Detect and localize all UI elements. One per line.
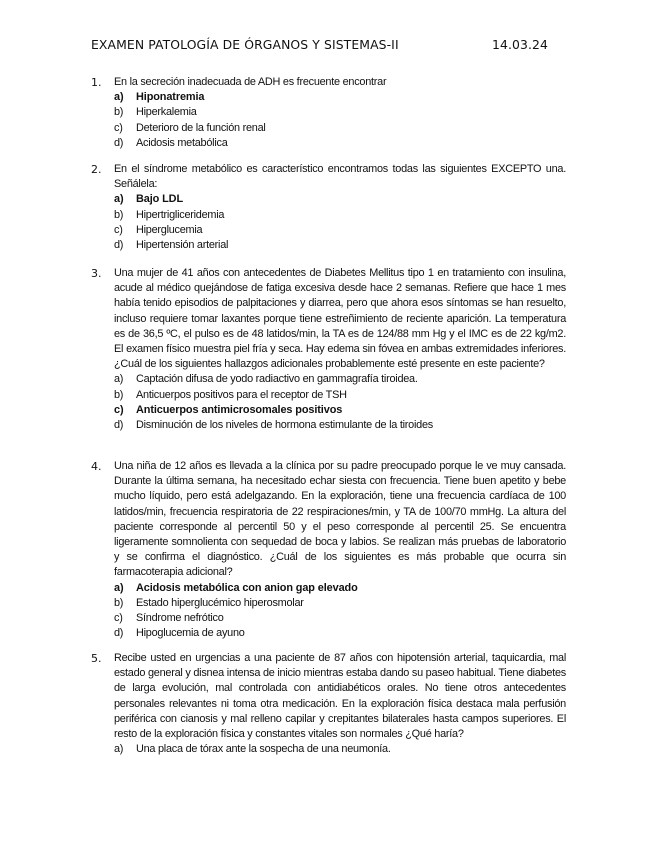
option-letter: b) (114, 596, 124, 609)
option-text: Hipoglucemia de ayuno (136, 627, 245, 640)
option-b (114, 388, 566, 403)
option-text: Síndrome nefrótico (136, 612, 224, 625)
option-d (114, 418, 566, 433)
option-d (114, 626, 566, 641)
option-letter: d) (114, 627, 124, 640)
option-b (114, 596, 566, 611)
option-text: Hipertensión arterial (136, 239, 229, 252)
option-d (114, 136, 566, 151)
option-list (114, 90, 566, 151)
option-c (114, 611, 566, 626)
option-letter: d) (114, 419, 124, 432)
option-letter: a) (114, 91, 124, 104)
option-text: Anticuerpos positivos para el receptor de TSH (136, 388, 347, 401)
option-text: Anticuerpos antimicrosomales positivos (136, 403, 343, 416)
option-a (114, 192, 566, 207)
question-number: 3. (91, 267, 102, 280)
question-2 (91, 162, 566, 253)
option-letter: a) (114, 193, 124, 206)
option-a (114, 742, 566, 757)
question-number: 1. (91, 76, 102, 89)
option-letter: b) (114, 208, 124, 221)
question-number: 4. (91, 460, 102, 473)
option-text: Hiperkalemia (136, 106, 197, 119)
question-stem: En la secreción inadecuada de ADH es frecuente encontrar (114, 76, 387, 88)
option-letter: d) (114, 136, 124, 149)
option-c (114, 403, 566, 418)
option-letter: d) (114, 239, 124, 252)
option-list (114, 372, 566, 433)
option-text: Estado hiperglucémico hiperosmolar (136, 596, 304, 609)
exam-title: EXAMEN PATOLOGÍA DE ÓRGANOS Y SISTEMAS-II (91, 37, 399, 52)
option-letter: b) (114, 106, 124, 119)
option-letter: b) (114, 388, 124, 401)
option-text: Bajo LDL (136, 193, 183, 206)
option-a (114, 90, 566, 105)
option-letter: c) (114, 403, 124, 416)
option-text: Acidosis metabólica (136, 136, 228, 149)
option-letter: c) (114, 121, 123, 134)
exam-date: 14.03.24 (492, 37, 548, 52)
option-text: Hiponatremia (136, 91, 205, 104)
question-4 (91, 459, 566, 641)
question-stem: En el síndrome metabólico es característico encontramos todas las siguientes EXCEPTO una. Señálela: (114, 163, 566, 191)
question-3 (91, 266, 566, 433)
option-text: Una placa de tórax ante la sospecha de una neumonía. (136, 743, 391, 756)
option-d (114, 238, 566, 253)
question-stem: Una niña de 12 años es llevada a la clínica por su padre preocupado porque le ve muy cansada. Durante la última semana, ha necesitado echar siesta con frecuencia. Tiene buen apetito y bebe mucho líquido, pero está adelgazando. En la exploración, tiene una frecuencia cardíaca de 100 latidos/min, frecuencia respiratoria de 22 respiraciones/min, y TA de 100/70 mmHg. La altura del paciente corresponde al percentil 50 y el peso corresponde al percentil 25. Se encuentra ligeramente somnolienta con sequedad de boca y labios. Se realizan más pruebas de laboratorio y se confirma el diagnóstico. ¿Cuál de los siguientes es más probable que ocurra sin farmacoterapia adicional? (114, 460, 566, 579)
option-letter: c) (114, 223, 123, 236)
option-text: Acidosis metabólica con anion gap elevado (136, 581, 358, 594)
option-b (114, 208, 566, 223)
option-c (114, 223, 566, 238)
option-list (114, 192, 566, 253)
option-letter: a) (114, 373, 124, 386)
option-list (114, 742, 566, 757)
option-text: Disminución de los niveles de hormona estimulante de la tiroides (136, 419, 433, 432)
option-b (114, 105, 566, 120)
question-number: 2. (91, 163, 102, 176)
option-text: Captación difusa de yodo radiactivo en gammagrafía tiroidea. (136, 373, 418, 386)
question-stem: Una mujer de 41 años con antecedentes de Diabetes Mellitus tipo 1 en tratamiento con insulina, acude al médico quejándose de fatiga excesiva desde hace 2 semanas. Refiere que hace 1 mes había tenido episodios de palpitaciones y diarrea, pero que ahora esos síntomas se han resuelto, incluso requiere tomar laxantes porque tiene estreñimiento de reciente aparición. La temperatura es de 36,5 ºC, el pulso es de 48 latidos/min, la TA es de 124/88 mm Hg y el IMC es de 22 kg/m2. El examen físico muestra piel fría y seca. Hay edema sin fóvea en ambas extremidades inferiores. ¿Cuál de los siguientes hallazgos adicionales probablemente esté presente en este paciente? (114, 267, 566, 371)
option-letter: a) (114, 581, 124, 594)
option-text: Hiperglucemia (136, 223, 203, 236)
option-letter: a) (114, 743, 124, 756)
question-number: 5. (91, 652, 102, 665)
question-5 (91, 651, 566, 757)
option-a (114, 372, 566, 387)
option-a (114, 581, 566, 596)
question-1 (91, 75, 566, 151)
option-list (114, 581, 566, 642)
option-text: Deterioro de la función renal (136, 121, 266, 134)
option-text: Hipertrigliceridemia (136, 208, 225, 221)
option-c (114, 121, 566, 136)
option-letter: c) (114, 612, 123, 625)
exam-header (91, 37, 561, 55)
question-stem: Recibe usted en urgencias a una paciente de 87 años con hipotensión arterial, taquicardia, mal estado general y disnea intensa de inicio mientras estaba dando su paseo habitual. Tiene diabetes de larga evolución, mal controlada con antidiabéticos orales. No tiene otros antecedentes personales relevantes ni toma otra medicación. En la exploración física destaca mala perfusión periférica con cianosis y mal relleno capilar y crepitantes bilaterales hasta campos superiores. El resto de la exploración física y constantes vitales son normales ¿Qué haría? (114, 652, 566, 741)
